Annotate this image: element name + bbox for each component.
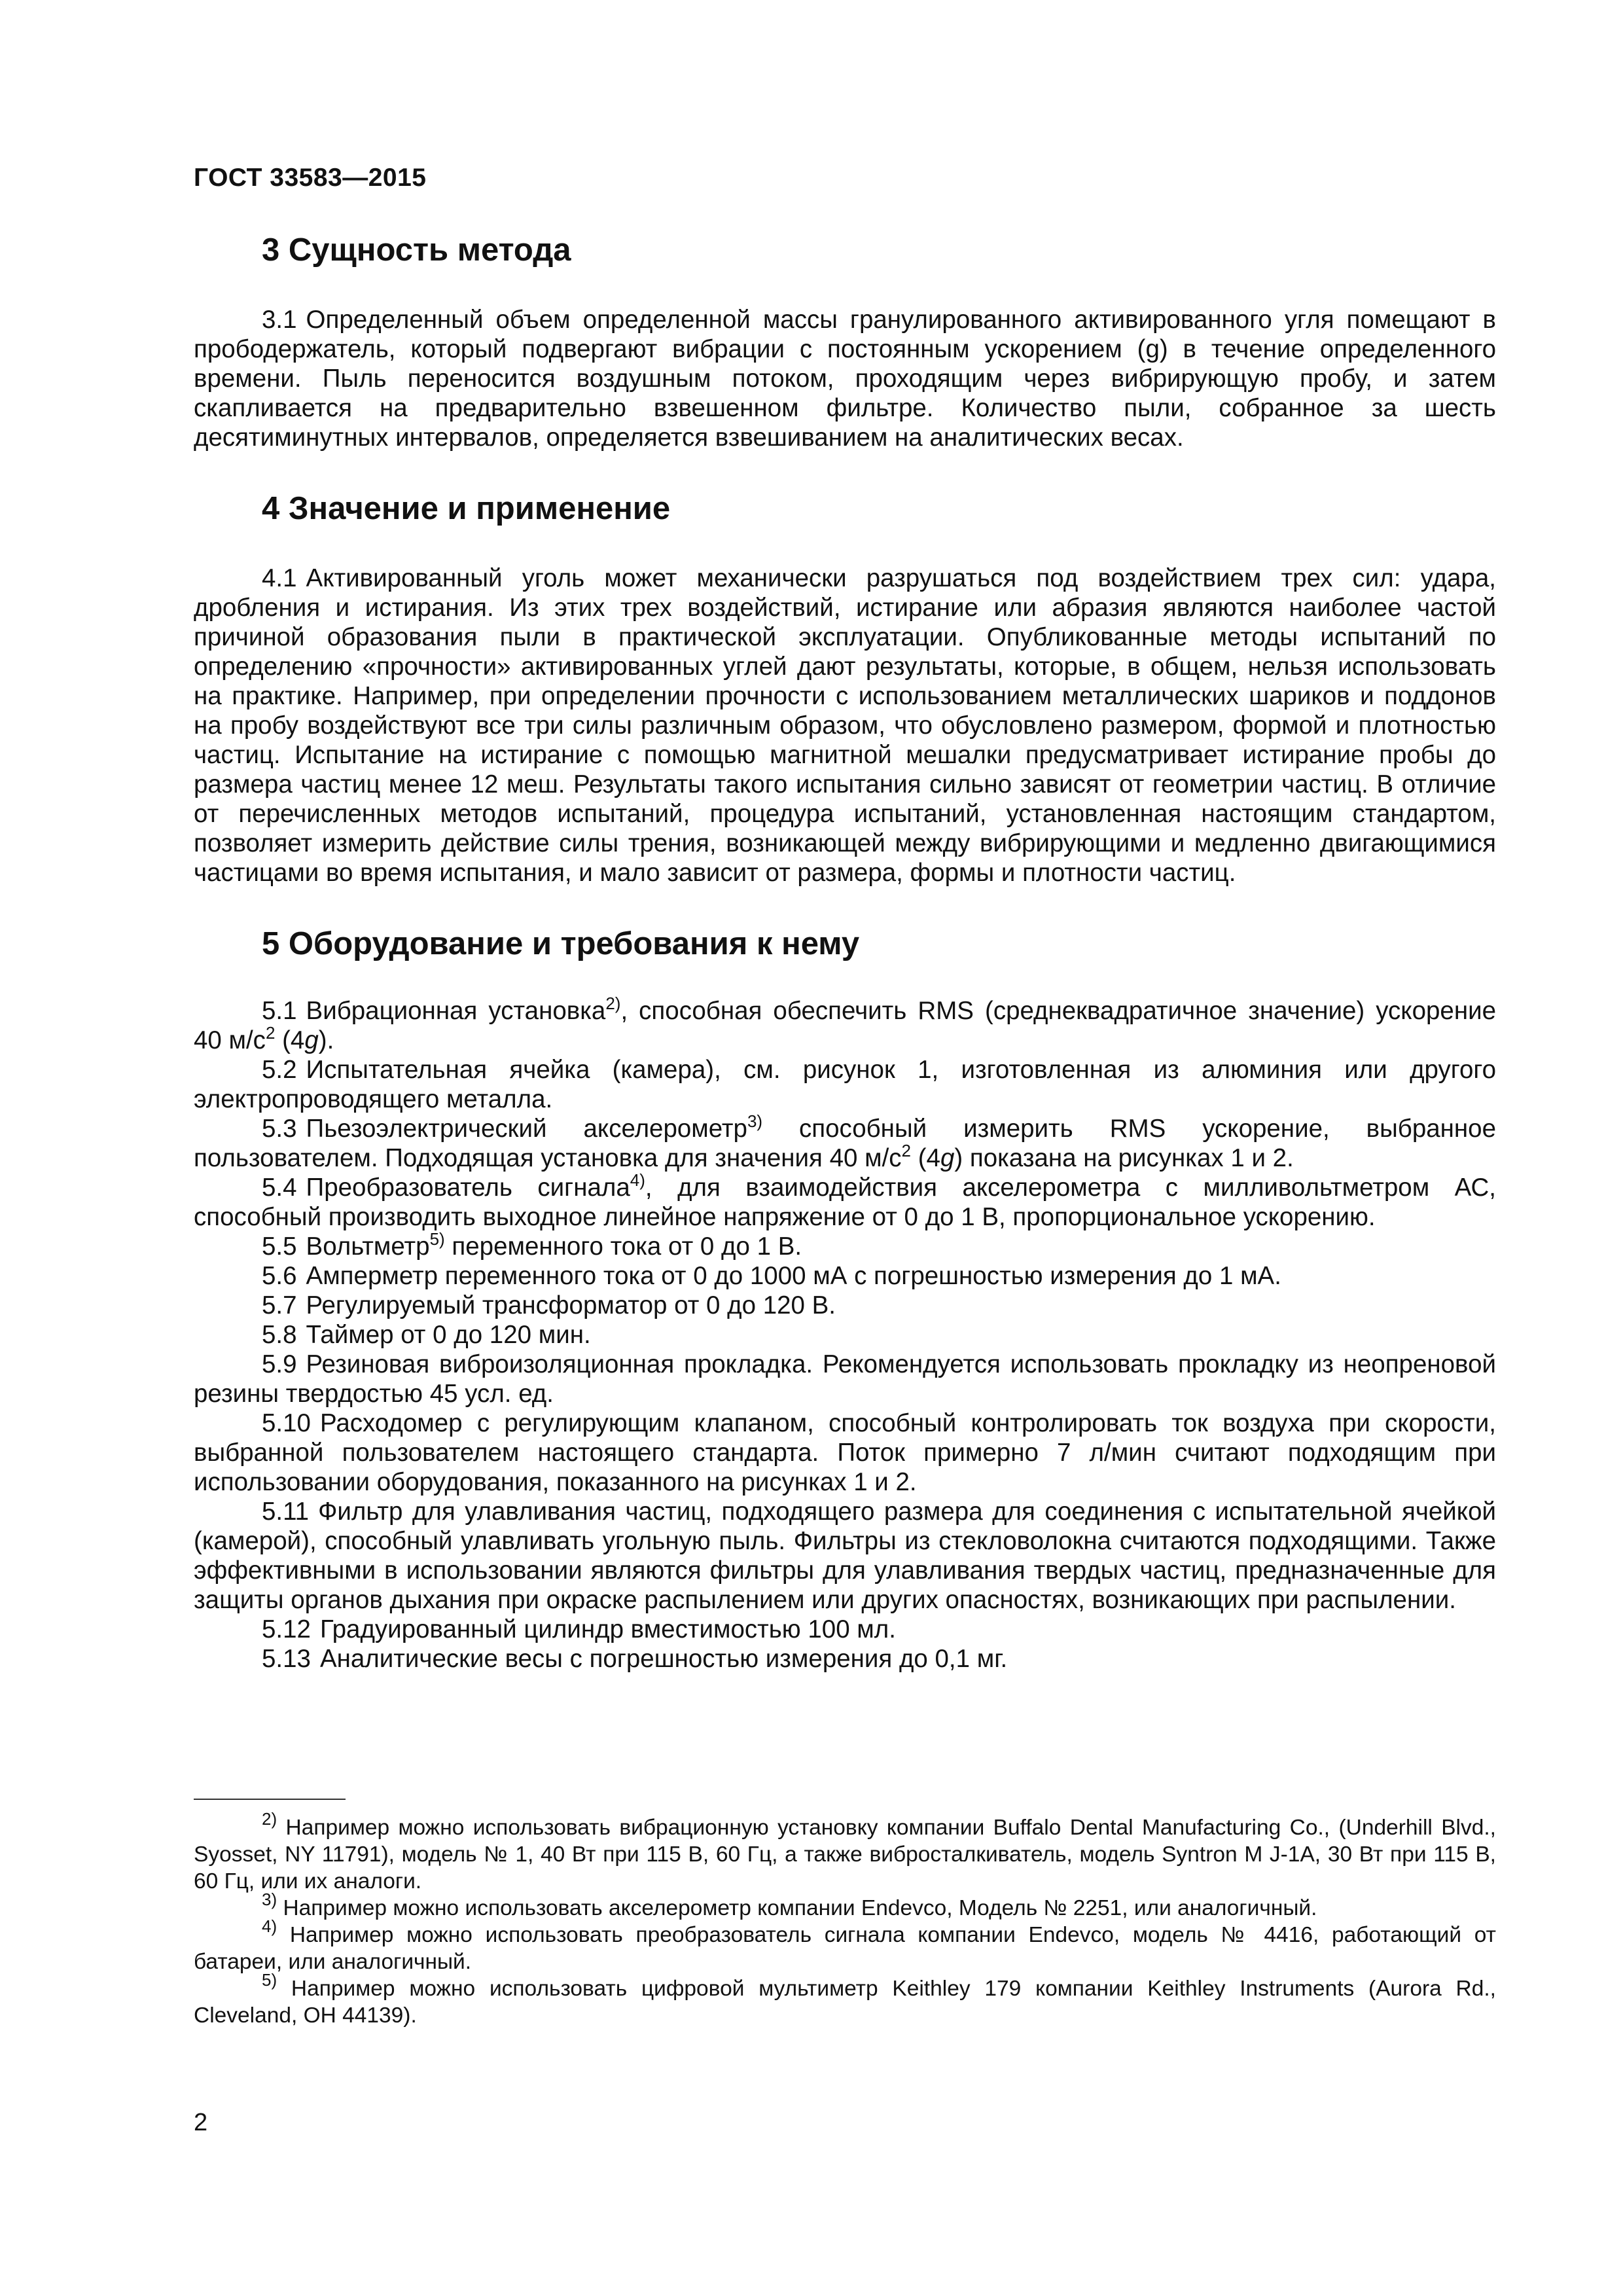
footnote-ref-2: 2) <box>605 994 621 1013</box>
item-5-5: 5.5 Вольтметр$^{5)}$ переменного тока от 0 до 1 В. <box>262 1229 802 1261</box>
item-5-3: 5.3 Пьезоэлектрический акселерометр$^{3)}$ способный измерить RMS ускорение, выбранное пользователем. Подходящая установка для значения 40 $м/с^2$ (4g) показана на рисунках 1 и 2. <box>194 1111 1496 1172</box>
section-3-title: 3 Сущность метода <box>262 232 571 268</box>
item-5-6: 5.6 Амперметр переменного тока от 0 до 1000 мА с погрешностью измерения до 1 мА. <box>262 1262 1281 1290</box>
footnote-2: $^{2)}$ Например можно использовать вибрационную установку компании Buffalo Dental Manufacturing Co., (Underhill Blvd., Syosset, NY 11791), модель № 1, 40 Вт при 115 В, 60 Гц, а также вибросталкиватель, модель Syntron M J-1A, 30 Вт при 115 В, 60 Гц, или их аналоги. <box>194 1809 1496 1893</box>
section-4 <box>194 489 1496 888</box>
section-3 <box>194 230 1496 452</box>
footnote-ref-5: 5) <box>429 1229 445 1249</box>
item-5-2: 5.2 Испытательная ячейка (камера), см. рисунок 1, изготовленная из алюминия или другого электропроводящего металла. <box>194 1056 1496 1113</box>
item-5-10: 5.10 Расходомер с регулирующим клапаном, способный контролировать ток воздуха при скорости, выбранной пользователем настоящего стандарта. Поток примерно 7 л/мин считают подходящим при использовании оборудования, показанного на рисунках 1 и 2. <box>194 1409 1496 1496</box>
item-5-12: 5.12 Градуированный цилиндр вместимостью 100 мл. <box>262 1615 896 1643</box>
paragraph-3-1: 3.1 Определенный объем определенной массы гранулированного активированного угля помещают в прободержатель, который подвергают вибрации с постоянным ускорением (g) в течение определенного времени. Пыль переносится воздушным потоком, проходящим через вибрирующую пробу, и затем скапливается на предварительно взвешенном фильтре. Количество пыли, собранное за шесть десятиминутных интервалов, определяется взвешиванием на аналитических весах. <box>194 306 1496 452</box>
section-5-title: 5 Оборудование и требования к нему <box>262 926 860 961</box>
footnote-3: $^{3)}$ Например можно использовать акселерометр компании Endevco, Модель № 2251, или аналогичный. <box>262 1890 1317 1920</box>
footnote-4: $^{4)}$ Например можно использовать преобразователь сигнала компании Endevco, модель № 4416, работающий от батареи, или аналогичный. <box>194 1916 1496 1974</box>
paragraph-4-1: 4.1 Активированный уголь может механически разрушаться под воздействием трех сил: удара, дробления и истирания. Из этих трех воздействий, истирание или абразия являются наиболее частой причиной образования пыли в практической эксплуатации. Опубликованные методы испытаний по определению «прочности» активированных углей дают результаты, которые, в общем, нельзя использовать на практике. Например, при определении прочности с использованием металлических шариков и поддонов на пробу воздействуют все три силы различным образом, что обусловлено размером, формой и плотностью частиц. Испытание на истирание с помощью магнитной мешалки предусматривает истирание пробы до размера частиц менее 12 меш. Результаты такого испытания сильно зависят от геометрии частиц. В отличие от перечисленных методов испытаний, процедура испытаний, установленная настоящим стандартом, позволяет измерить действие силы трения, возникающей между вибрирующими и медленно двигающимися частицами во время испытания, и мало зависит от размера, формы и плотности частиц. <box>194 564 1496 887</box>
footnote-divider <box>194 1799 346 1800</box>
document-body <box>194 223 1496 1674</box>
footnote-ref-3: 3) <box>747 1111 763 1131</box>
item-5-8: 5.8 Таймер от 0 до 120 мин. <box>262 1321 591 1349</box>
section-4-title: 4 Значение и применение <box>262 491 671 526</box>
footnote-5: $^{5)}$ Например можно использовать цифровой мультиметр Keithley 179 компании Keithley Instruments (Aurora Rd., Cleveland, OH 44139). <box>194 1970 1496 2028</box>
footnotes <box>194 1809 1496 2029</box>
item-5-4: 5.4 Преобразователь сигнала$^{4)}$, для взаимодействия акселерометра с милливольтметром АС, способный производить выходное линейное напряжение от 0 до 1 В, пропорциональное ускорению. <box>194 1170 1496 1231</box>
page-number: 2 <box>194 2109 208 2136</box>
item-5-13: 5.13 Аналитические весы с погрешностью измерения до 0,1 мг. <box>262 1645 1008 1673</box>
item-5-9: 5.9 Резиновая виброизоляционная прокладка. Рекомендуется использовать прокладку из неопреновой резины твердостью 45 усл. ед. <box>194 1350 1496 1408</box>
standard-header: ГОСТ 33583—2015 <box>194 164 427 192</box>
item-5-11: 5.11 Фильтр для улавливания частиц, подходящего размера для соединения с испытательной ячейкой (камерой), способный улавливать угольную пыль. Фильтры из стекловолокна считаются подходящими. Также эффективными в использовании являются фильтры для улавливания твердых частиц, предназначенные для защиты органов дыхания при окраске распылением или других опасностях, возникающих при распылении. <box>194 1498 1496 1614</box>
item-5-1: 5.1 Вибрационная установка$^{2)}$, способная обеспечить RMS (среднеквадратичное значение) ускорение 40 $м/с^2$ (4g). <box>194 994 1496 1054</box>
footnote-ref-4: 4) <box>630 1170 645 1190</box>
section-5 <box>194 924 1496 1674</box>
item-5-7: 5.7 Регулируемый трансформатор от 0 до 120 В. <box>262 1291 836 1319</box>
